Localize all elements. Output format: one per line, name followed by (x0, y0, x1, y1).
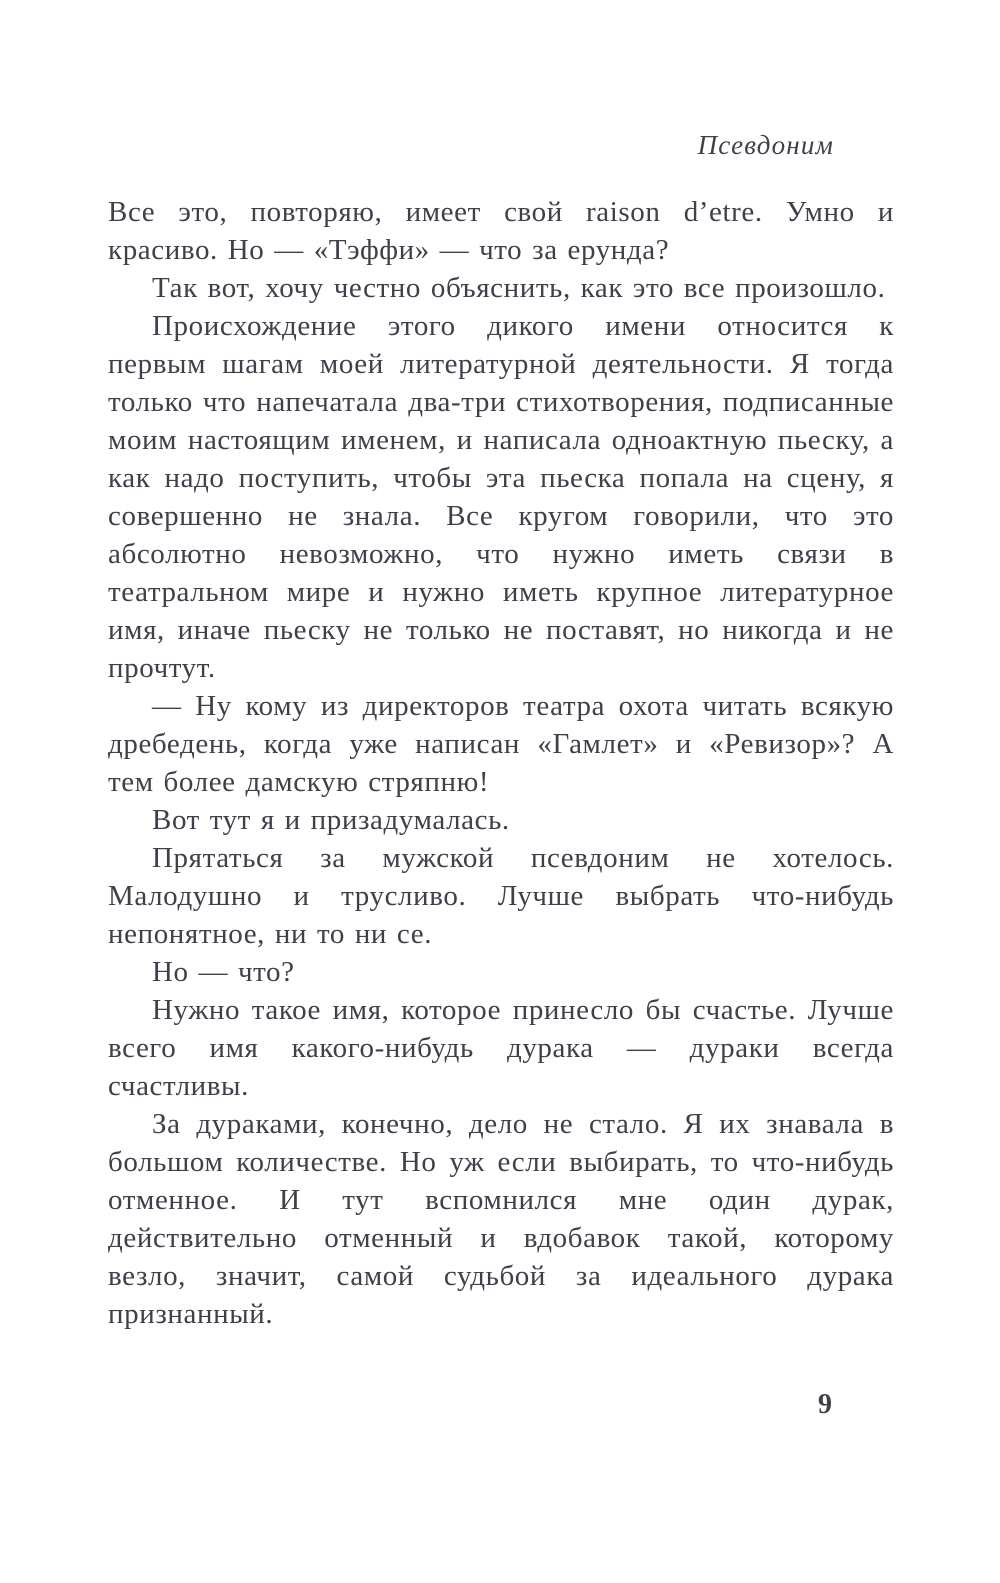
paragraph: Происхождение этого дикого имени относится к первым шагам моей литературной деятельности. Я тогда только что напечатала два-три стихотворения, подписанные моим настоящим именем, и написала одноактную пьеску, а как надо поступить, чтобы эта пьеска попала на сцену, я совершенно не знала. Все кругом говорили, что это абсолютно невозможно, что нужно иметь связи в театральном мире и нужно иметь крупное литературное имя, иначе пьеску не только не поставят, но никогда и не прочтут. (108, 310, 894, 684)
text-block (108, 130, 894, 1333)
paragraph: За дураками, конечно, дело не стало. Я их знавала в большом количестве. Но уж если выбирать, то что-нибудь отменное. И тут вспомнился мне один дурак, действительно отменный и вдобавок такой, которому везло, значит, самой судьбой за идеального дурака признанный. (108, 1108, 894, 1330)
paragraph: Нужно такое имя, которое принесло бы счастье. Лучше всего имя какого-нибудь дурака — дураки всегда счастливы. (108, 994, 894, 1102)
page-body (108, 193, 894, 1333)
paragraph: Вот тут я и призадумалась. (152, 804, 510, 836)
paragraph: Прятаться за мужской псевдоним не хотелось. Малодушно и трусливо. Лучше выбрать что-нибудь непонятное, ни то ни се. (108, 842, 894, 950)
paragraph: — Ну кому из директоров театра охота читать всякую дребедень, когда уже написан «Гамлет» и «Ревизор»? А тем более дамскую стряпню! (108, 690, 894, 798)
paragraph: Так вот, хочу честно объяснить, как это все произошло. (152, 272, 886, 304)
running-head: Псевдоним (697, 130, 834, 160)
paragraph: Все это, повторяю, имеет свой raison d’etre. Умно и красиво. Но — «Тэффи» — что за ерунда? (108, 196, 894, 266)
paragraph: Но — что? (152, 956, 295, 988)
page-number: 9 (818, 1389, 832, 1420)
